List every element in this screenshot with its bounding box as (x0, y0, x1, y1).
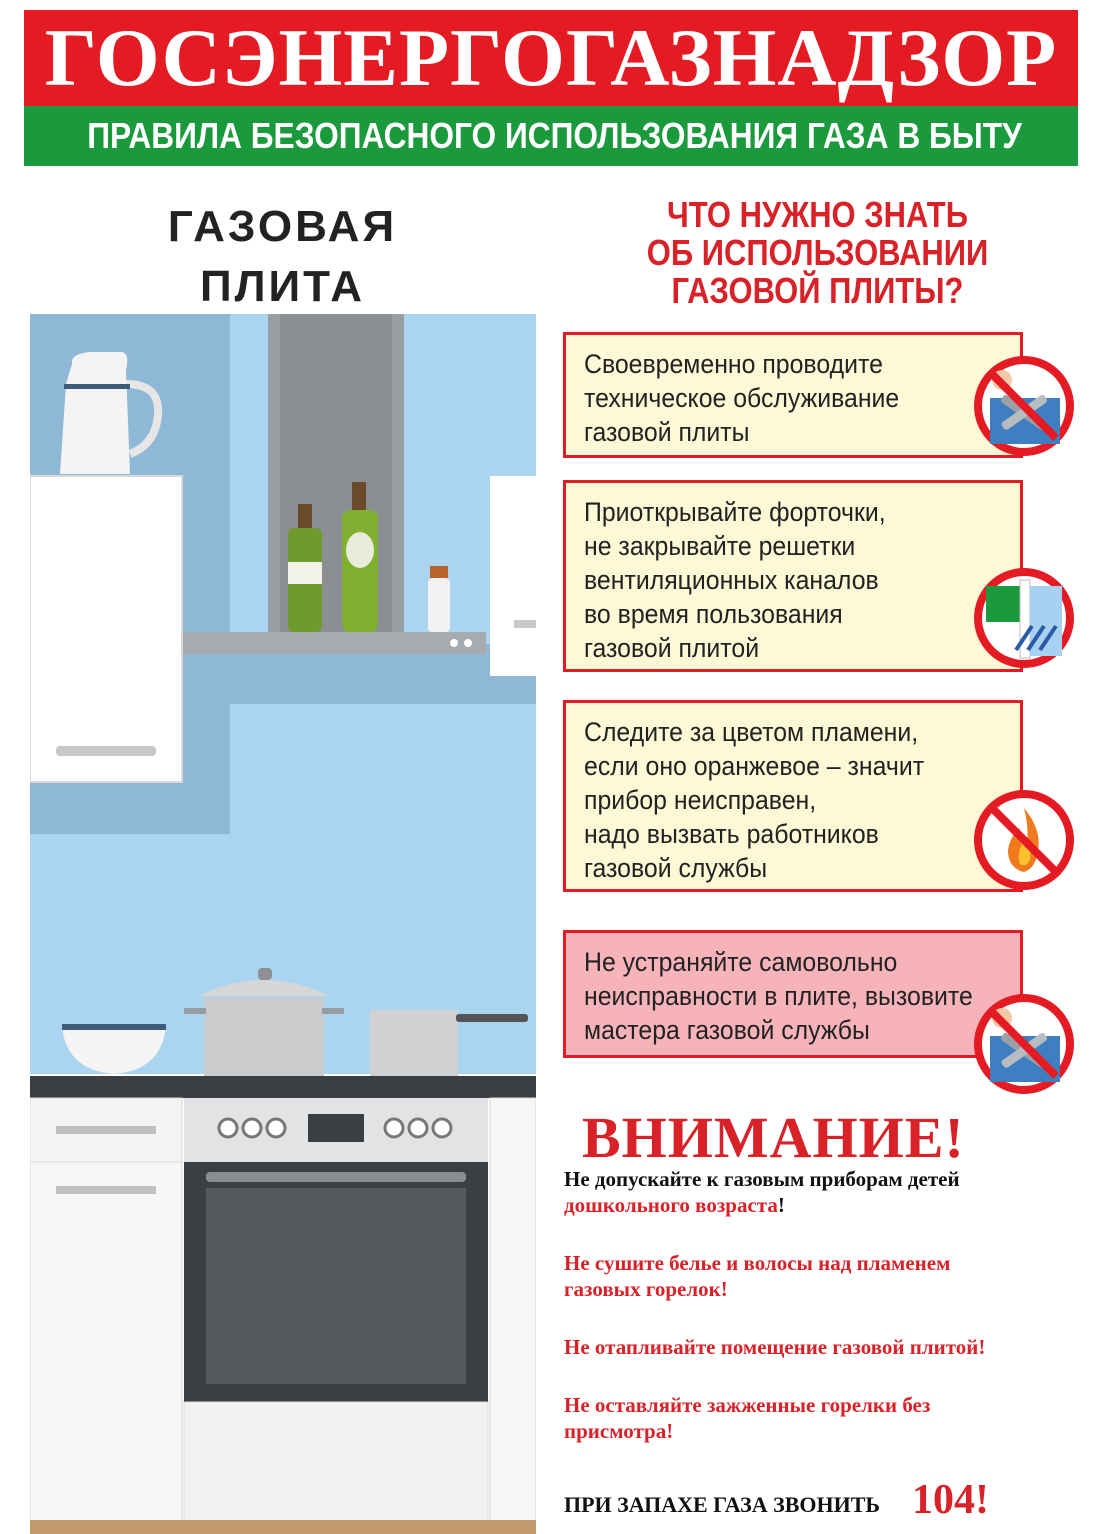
rule-line: прибор неисправен, (584, 785, 817, 815)
rule-line: газовой плитой (584, 633, 760, 663)
rule-box-ventilation (563, 480, 1023, 672)
question-line1: ЧТО НУЖНО ЗНАТЬ (667, 194, 968, 235)
rule-box-maintenance (563, 332, 1023, 458)
salt-shaker-icon (428, 566, 450, 632)
rule-line: техническое обслуживание (584, 383, 900, 413)
warning-item1-line1: Не допускайте к газовым приборам детей (564, 1167, 960, 1191)
warning-item1-line2 (564, 1192, 785, 1218)
warning-item1-emphasis: дошкольного возраста (564, 1193, 778, 1217)
warning-item3: Не отапливайте помещение газовой плитой! (564, 1335, 986, 1359)
rule-box-flame-color (563, 700, 1023, 892)
rule-line: Приоткрывайте форточки, (584, 497, 886, 527)
question-line2: ОБ ИСПОЛЬЗОВАНИИ (646, 232, 989, 273)
rule-line: газовой плиты (584, 417, 750, 447)
header-title: ГОСЭНЕРГОГАЗНАДЗОР (44, 12, 1058, 103)
rule-box-self-repair (563, 930, 1023, 1058)
header-subtitle: ПРАВИЛА БЕЗОПАСНОГО ИСПОЛЬЗОВАНИЯ ГАЗА В БЫТУ (87, 115, 1022, 156)
warning-item4-line2: присмотра! (564, 1419, 674, 1443)
rule-line: вентиляционных каналов (584, 565, 879, 595)
rule-line: во время пользования (584, 599, 843, 629)
rule-line: Своевременно проводите (584, 349, 883, 379)
phone-label: ПРИ ЗАПАХЕ ГАЗА ЗВОНИТЬ (564, 1492, 880, 1517)
stove-title-line2: ПЛИТА (199, 262, 365, 311)
warning-item2-line1: Не сушите белье и волосы над пламенем (564, 1251, 951, 1275)
rule-text (584, 715, 924, 885)
ventilation-icon (972, 566, 1076, 670)
rule-line: Следите за цветом пламени, (584, 717, 919, 747)
question-line3: ГАЗОВОЙ ПЛИТЫ? (671, 270, 964, 311)
warning-item2-line2: газовых горелок! (564, 1277, 728, 1301)
rule-line: если оно оранжевое – значит (584, 751, 925, 781)
phone-number: 104! (912, 1477, 989, 1523)
stove-title-line1: ГАЗОВАЯ (167, 202, 398, 251)
warning-item4-line1: Не оставляйте зажженные горелки без (564, 1393, 931, 1417)
warning-title: ВНИМАНИЕ! (582, 1105, 965, 1170)
kitchen-illustration (30, 314, 536, 1534)
rule-line: не закрывайте решетки (584, 531, 856, 561)
rule-line: Не устраняйте самовольно (584, 947, 898, 977)
rule-line: газовой службы (584, 853, 768, 883)
rule-text (584, 495, 886, 665)
rule-line: неисправности в плите, вызовите (584, 981, 973, 1011)
rule-text (584, 347, 899, 449)
oven-icon (184, 1098, 488, 1534)
rule-line: надо вызвать работников (584, 819, 879, 849)
warning-item1-end: ! (777, 1193, 785, 1217)
tools-icon (972, 354, 1076, 458)
flame-icon (972, 788, 1076, 892)
rule-text (584, 945, 973, 1047)
rule-line: мастера газовой службы (584, 1015, 870, 1045)
tools-icon (972, 992, 1076, 1096)
